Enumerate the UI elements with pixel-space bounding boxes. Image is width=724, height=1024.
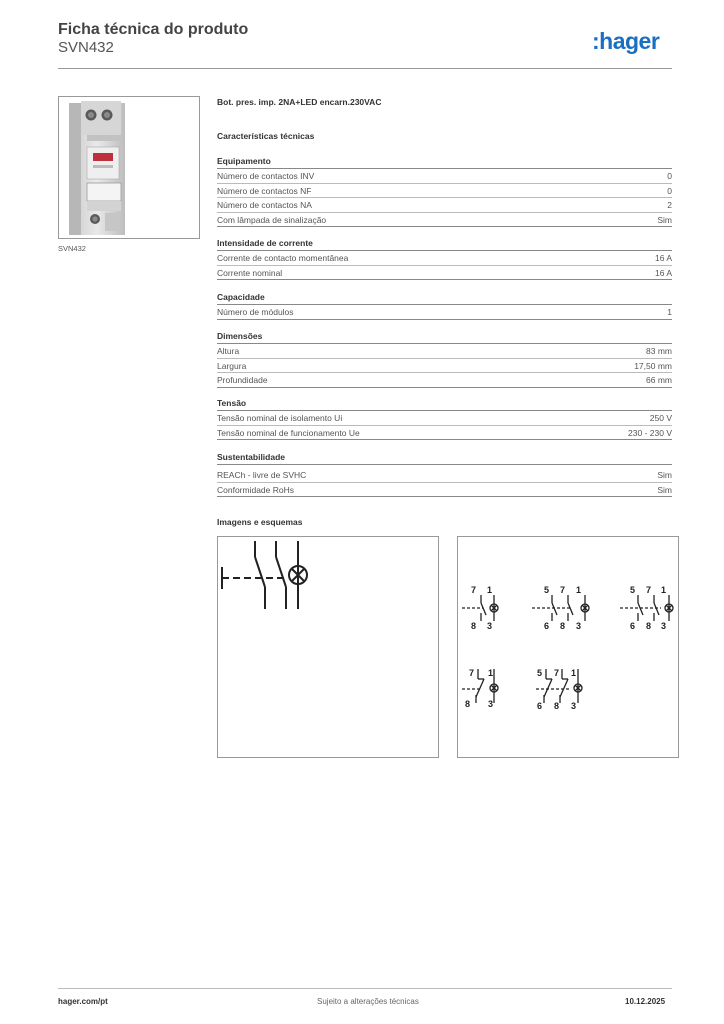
spec-value: 66 mm [646,375,672,385]
section-title: Equipamento [217,155,672,169]
product-description: Bot. pres. imp. 2NA+LED encarn.230VAC [217,97,382,107]
spec-row [217,169,672,184]
spec-row [217,468,672,483]
images-heading: Imagens e esquemas [217,517,303,527]
spec-label: Corrente nominal [217,267,283,278]
terminal-label: 8 [560,621,566,631]
spec-label: Largura [217,360,247,371]
spec-row [217,483,672,498]
terminal-label: 3 [488,699,494,709]
terminal-label: 3 [576,621,582,631]
terminal-label: 1 [571,668,577,678]
terminal-label: 7 [471,585,477,595]
page-title: Ficha técnica do produto [58,21,249,38]
terminal-label: 6 [544,621,550,631]
spec-label: Altura [217,346,240,356]
terminal-label: 6 [630,621,636,631]
terminal-label: 7 [560,585,566,595]
spec-label: Tensão nominal de funcionamento Ue [217,427,360,438]
terminal-label: 7 [469,668,475,678]
terminal-label: 3 [487,621,493,631]
terminal-label: 5 [630,585,636,595]
terminal-label: 1 [576,585,582,595]
spec-value: 0 [667,185,672,196]
terminal-label: 1 [488,668,494,678]
section-title: Sustentabilidade [217,451,672,465]
footer-disclaimer: Sujeito a alterações técnicas [317,997,419,1006]
push-button-symbol-diagram [218,537,438,757]
terminal-label: 8 [465,699,471,709]
contact-variants-diagram [458,537,678,757]
spec-value: 2 [667,200,672,210]
terminal-label: 1 [661,585,667,595]
spec-row [217,305,672,320]
terminal-label: 3 [571,701,577,711]
spec-label: Corrente de contacto momentânea [217,253,349,263]
product-reference: SVN432 [58,39,114,56]
terminal-label: 6 [537,701,543,711]
terminal-label: 8 [646,621,652,631]
terminal-label: 7 [554,668,560,678]
terminal-label: 8 [471,621,477,631]
spec-row [217,411,672,426]
spec-value: 1 [667,307,672,317]
spec-row [217,266,672,281]
spec-row [217,198,672,213]
footer-divider [58,988,672,989]
header-divider [58,68,672,69]
spec-label: Número de módulos [217,307,294,317]
spec-label: Com lâmpada de sinalização [217,214,327,225]
circuit-symbol-image [217,536,439,758]
specs-heading: Características técnicas [217,131,315,141]
terminal-label: 7 [646,585,652,595]
variant-diagram [532,595,589,621]
spec-value: 250 V [649,413,672,423]
section-capacidade [217,291,672,320]
product-image-caption: SVN432 [58,244,86,253]
spec-value: 230 - 230 V [628,427,672,438]
footer-website: hager.com/pt [58,997,108,1006]
spec-label: Profundidade [217,375,268,385]
spec-value: 0 [667,171,672,181]
spec-value: Sim [657,214,672,225]
spec-value: Sim [657,484,672,495]
spec-value: 17,50 mm [634,360,672,371]
spec-label: REACh - livre de SVHC [217,470,307,480]
spec-value: 16 A [654,253,672,263]
spec-label: Número de contactos NA [217,200,312,210]
terminal-label: 1 [487,585,493,595]
section-intensidade-de-corrente [217,237,672,280]
section-sustentabilidade [217,451,672,497]
section-title: Capacidade [217,291,672,305]
spec-label: Número de contactos INV [217,171,315,181]
section-title: Dimensões [217,330,672,344]
spec-label: Tensão nominal de isolamento Ui [217,413,343,423]
push-button-device-illustration [59,97,199,238]
section-title: Intensidade de corrente [217,237,672,251]
product-image [58,96,200,239]
section-dimensoes [217,330,672,388]
spec-row [217,373,672,388]
terminal-label: 3 [661,621,667,631]
section-title: Tensão [217,397,672,411]
spec-row [217,426,672,441]
variant-diagram [462,595,498,621]
terminal-label: 8 [554,701,560,711]
variant-diagram [620,595,673,621]
spec-row [217,344,672,359]
spec-row [217,213,672,228]
spec-value: 16 A [654,267,672,278]
spec-label: Número de contactos NF [217,185,312,196]
section-equipamento [217,155,672,227]
spec-row [217,251,672,266]
section-tensao [217,397,672,440]
terminal-label: 5 [537,668,543,678]
spec-value: 83 mm [646,346,672,356]
terminal-label: 5 [544,585,550,595]
hager-logo [592,28,674,56]
logo-text: :hager [592,28,660,54]
wiring-diagram-image [457,536,679,758]
spec-row [217,184,672,199]
footer-date: 10.12.2025 [625,997,666,1006]
spec-row [217,359,672,374]
led-indicator [93,153,113,161]
spec-label: Conformidade RoHs [217,484,295,495]
spec-value: Sim [657,470,672,480]
